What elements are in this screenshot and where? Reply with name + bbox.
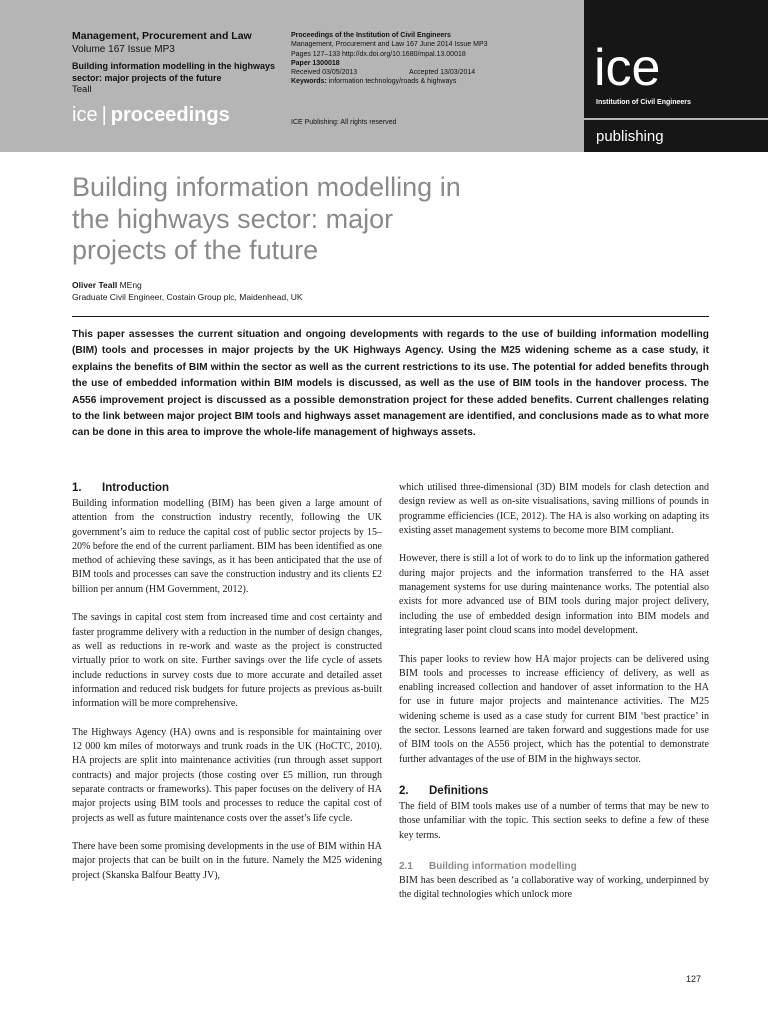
proceedings-title: Proceedings of the Institution of Civil Engineers <box>291 32 451 39</box>
body-column-left <box>72 481 382 883</box>
paragraph-1: Building information modelling (BIM) has been given a large amount of attention from the construction industry recently, following the UK government’s aim to reduce the capital cost of public sector projects by 15–20% before the end of the current parliament. BIM has been identified as one method of achieving these savings, as it has been anticipated that the use of BIM tools and processes can save the construction industry and its clients £2 billion per annum (HM Government, 2012). <box>72 498 382 595</box>
running-author: Teall <box>72 84 92 95</box>
section-2-title: Definitions <box>429 784 489 797</box>
paragraph-7: This paper looks to review how HA major projects can be delivered using BIM tools and processes to increase efficiency of delivery, as well as enabling increased collection and handover of asset information to the HA for use in future major projects and maintenance activities. The M25 widening scheme is used as a case study for current BIM ‘best practice’ in the sector. Lessons learned are taken forward and suggestions made for use of BIM tools on the A556 project, which has the potential to demonstrate further advantages of the use of BIM in the highways sector. <box>399 653 709 765</box>
keywords-label: Keywords: <box>291 78 327 86</box>
abstract-divider <box>72 316 709 317</box>
rights-notice: ICE Publishing: All rights reserved <box>291 119 397 126</box>
author-degree: MEng <box>117 280 142 290</box>
author-affiliation: Graduate Civil Engineer, Costain Group plc, Maidenhead, UK <box>72 292 303 302</box>
brand-proceedings: proceedings <box>110 104 230 126</box>
paragraph-6: However, there is still a lot of work to do to link up the information gathered during major projects and the information transferred to the HA asset management systems for use during maintenance works. The potential also exists for more advanced use of BIM tools during major project delivery, including the use of embedded design information into BIM models and integrating laser point cloud scans into model development. <box>399 553 709 636</box>
journal-name: Management, Procurement and Law <box>72 30 252 42</box>
section-1-heading <box>72 481 382 495</box>
paragraph-8: The field of BIM tools makes use of a number of terms that may be new to those unfamiliar with the topic. This section seeks to define a few of these key terms. <box>399 800 709 841</box>
brand-ice: ice <box>72 104 98 126</box>
paragraph-5: which utilised three-dimensional (3D) BIM models for clash detection and design review as well as on-site visualisations, saving millions of pounds in programme efficiencies (ICE, 2012). The HA is also working on adapting its existing asset management systems to become more BIM compliant. <box>399 482 709 536</box>
author-name: Oliver Teall <box>72 280 118 290</box>
page-number: 127 <box>686 974 702 984</box>
subsection-2-1-heading <box>399 860 709 874</box>
abstract: This paper assesses the current situation and ongoing developments with regards to the use of building information modelling (BIM) tools and processes in major projects by the UK Highways Agency. Using the M25 widening scheme as a case study, it explains the benefits of BIM within the sector as well as the current restrictions to its use. The potential for added benefits through the use of embedded information within BIM models is discussed, as well as the use of BIM tools in the handover process. The A556 improvement project is discussed as a possible demonstration project for these added benefits. Current challenges relating to the link between major project BIM tools and highways asset management are identified, and conclusions made as to what more can be done in this area to improve the whole-life management of highways assets. <box>72 329 709 439</box>
keywords: information technology/roads & highways <box>326 78 457 86</box>
brand-separator: | <box>101 104 107 126</box>
author-line <box>72 280 142 290</box>
section-1-title: Introduction <box>102 482 170 494</box>
section-1-number: 1. <box>72 482 82 494</box>
article-title: Building information modelling in the highways sector: major projects of the future <box>72 172 461 265</box>
ice-publishing-logo <box>584 0 768 152</box>
journal-header <box>0 0 768 152</box>
accepted-date: Accepted 13/03/2014 <box>409 69 476 77</box>
running-title: Building information modelling in the highways sector: major projects of the future <box>72 61 275 83</box>
paragraph-3: The Highways Agency (HA) owns and is responsible for maintaining over 12 000 km miles of motorways and trunk roads in the UK (HoCTC, 2010). HA projects are split into maintenance activities (run through asset support contracts) and major projects (those costing over £5 million, run through separate contracts or frameworks). This paper focuses on the delivery of HA major projects using BIM tools and processes to reduce the capital cost of projects as well as future maintenance costs over the asset’s life cycle. <box>72 726 382 824</box>
paragraph-4: There have been some promising developments in the use of BIM within HA major projects that can be built on in the future. Namely the M25 widening project (Skanska Balfour Beatty JV), <box>72 841 382 881</box>
header-left <box>72 30 277 95</box>
paper-number: Paper 1300018 <box>291 59 340 67</box>
ice-logo-institution: Institution of Civil Engineers <box>596 99 691 106</box>
ice-logo-publishing: publishing <box>596 128 664 145</box>
paragraph-9: BIM has been described as ‘a collaborative way of working, underpinned by the digital technologies which unlock more <box>399 874 709 901</box>
subsection-2-1-number: 2.1 <box>399 860 413 872</box>
pages-doi: Pages 127–133 http://dx.doi.org/10.1680/mpal.13.00018 <box>291 50 466 58</box>
header-citation-block <box>291 31 576 87</box>
body-column-right <box>399 481 709 902</box>
paragraph-2: The savings in capital cost stem from increased time and cost certainty and faster programme delivery with a reduction in the number of design changes, as well as reductions in re-work and waste as the project is constructed virtually prior to work on site. Further savings over the life cycle of assets include reductions in survey costs due to more accurate and detailed asset information and reduced risk budgets for future projects as previous as-built information will be more comprehensive. <box>72 612 382 710</box>
ice-logo-word: ice <box>594 39 661 97</box>
journal-volume: Volume 167 Issue MP3 <box>72 44 175 55</box>
subsection-2-1-title: Building information modelling <box>429 860 577 872</box>
citation: Management, Procurement and Law 167 June 2014 Issue MP3 <box>291 41 488 49</box>
keywords-row <box>291 77 576 86</box>
received-date: Received 03/05/2013 <box>291 69 358 77</box>
dates-row <box>291 68 576 77</box>
ice-proceedings-brand <box>72 104 230 127</box>
section-2-number: 2. <box>399 784 409 797</box>
section-2-heading <box>399 784 709 798</box>
ice-logo-rule <box>584 118 768 120</box>
